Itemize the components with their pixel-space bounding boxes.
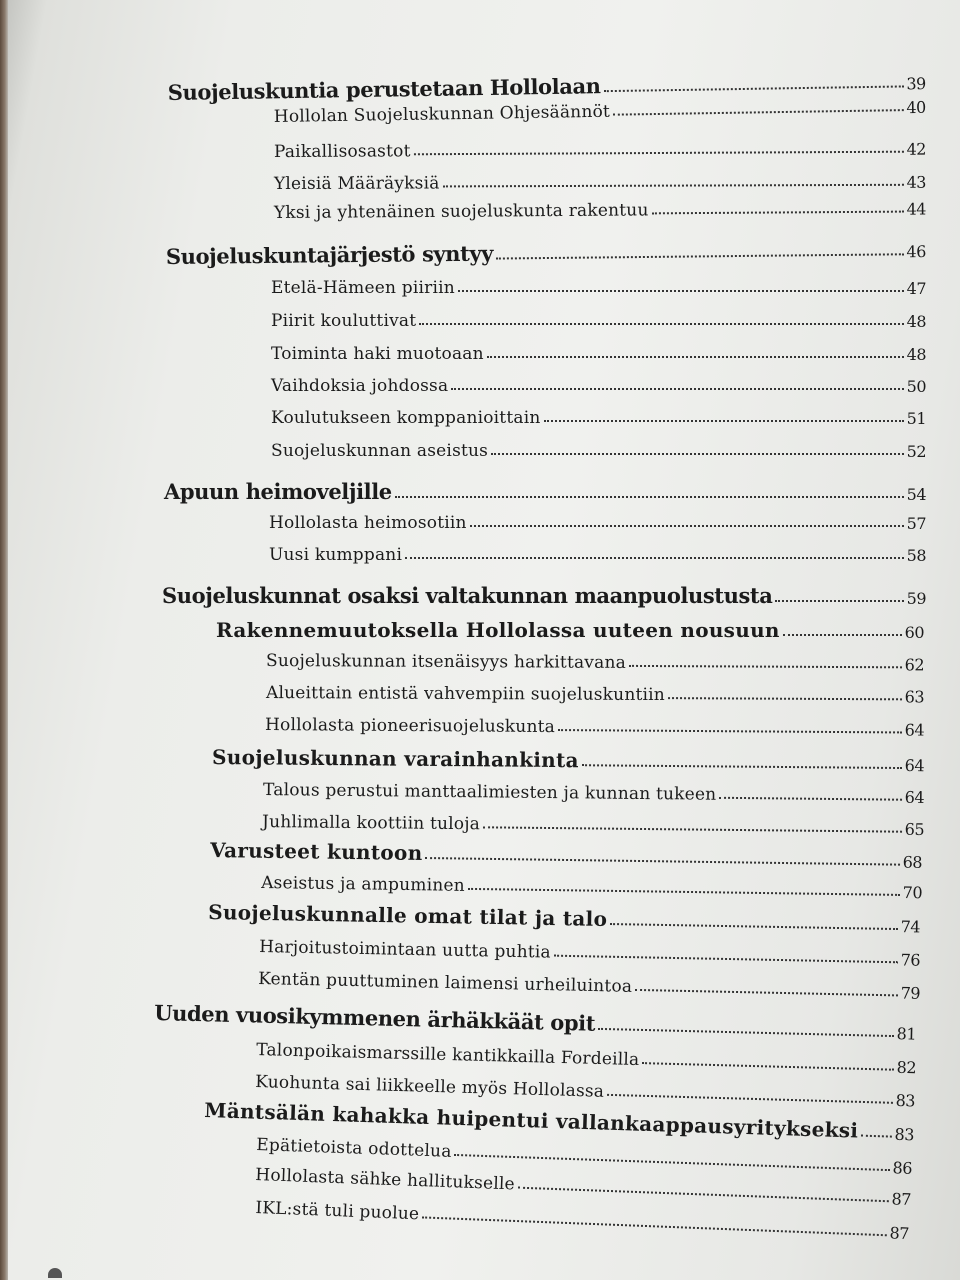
toc-leader — [518, 1187, 889, 1203]
toc-leader — [487, 356, 904, 358]
toc-title: Piirit kouluttivat — [271, 311, 417, 331]
toc-title: Varusteet kuntoon — [210, 838, 423, 865]
toc-page: 63 — [904, 687, 925, 707]
toc-entry — [212, 745, 924, 775]
toc-leader — [458, 290, 904, 292]
toc-title: Talous perustui manttaalimiesten ja kunnan tukeen — [263, 780, 717, 805]
toc-entry — [271, 376, 926, 396]
toc-leader — [719, 797, 901, 801]
toc-leader — [554, 955, 898, 964]
toc-page: 82 — [896, 1057, 917, 1078]
toc-page: 42 — [906, 139, 926, 159]
toc-leader — [642, 1062, 893, 1071]
toc-entry — [265, 715, 924, 740]
toc-title: Aseistus ja ampuminen — [261, 873, 466, 896]
toc-page: 48 — [906, 345, 926, 364]
toc-entry — [259, 937, 920, 970]
toc-page: 64 — [904, 787, 925, 807]
toc-page: 52 — [906, 442, 926, 461]
toc-page: 59 — [906, 589, 926, 608]
toc-leader — [422, 1216, 886, 1236]
toc-entry — [262, 812, 924, 839]
toc-leader — [425, 857, 899, 866]
toc-entry — [266, 683, 924, 706]
toc-title: Kuohunta sai liikkeelle myös Hollolassa — [255, 1072, 605, 1102]
toc-leader — [635, 989, 898, 996]
toc-page: 51 — [906, 409, 926, 428]
toc-leader — [607, 1094, 893, 1104]
toc-leader — [454, 1154, 889, 1171]
toc-title: Suojeluskunnat osaksi valtakunnan maanpuolustusta — [162, 583, 773, 608]
toc-title: Vaihdoksia johdossa — [271, 376, 449, 396]
toc-page: 64 — [904, 720, 925, 740]
toc-page: 40 — [906, 97, 926, 118]
toc-leader — [405, 557, 904, 559]
toc-entry — [154, 1000, 916, 1044]
toc-title: Apuun heimoveljille — [164, 479, 392, 504]
toc-leader — [775, 600, 903, 602]
toc-leader — [861, 1135, 891, 1138]
toc-page: 58 — [906, 546, 926, 565]
toc-leader — [598, 1028, 894, 1037]
toc-entry — [266, 651, 924, 674]
toc-leader — [395, 496, 904, 498]
toc-leader — [613, 109, 903, 116]
toc-page: 62 — [904, 655, 925, 675]
toc-leader — [544, 420, 904, 422]
toc-entry — [269, 513, 926, 533]
toc-title: Koulutukseen komppanioittain — [271, 408, 541, 428]
toc-page: 68 — [902, 852, 923, 872]
toc-title: Suojeluskunnan aseistus — [271, 441, 489, 461]
toc-entry — [271, 408, 926, 428]
toc-title: Hollolasta heimosotiin — [269, 513, 467, 533]
toc-leader — [629, 665, 902, 668]
toc-entry — [271, 278, 926, 298]
toc-leader — [652, 211, 904, 215]
toc-page: 50 — [906, 377, 926, 396]
toc-title: Epätietoista odottelua — [256, 1135, 452, 1162]
toc-page: 47 — [906, 279, 926, 298]
toc-page: 48 — [906, 312, 926, 331]
toc-entry — [258, 969, 920, 1003]
toc-page: 70 — [902, 882, 923, 903]
toc-title: Juhlimalla koottiin tuloja — [262, 812, 481, 835]
toc-page: 81 — [896, 1024, 917, 1044]
toc-title: Yleisiä Määräyksiä — [273, 173, 440, 194]
toc-title: Kentän puuttuminen laimensi urheiluintoa — [258, 969, 633, 997]
toc-title: Toiminta haki muotoaan — [271, 344, 484, 364]
toc-leader — [610, 923, 898, 930]
toc-leader — [414, 151, 904, 156]
toc-entry — [164, 479, 926, 504]
toc-page: 76 — [900, 950, 921, 970]
toc-title: Suojeluskunnan varainhankinta — [212, 745, 579, 773]
toc-entry — [210, 838, 922, 872]
toc-page: 39 — [906, 74, 926, 94]
toc-title: Hollolasta sähke hallitukselle — [255, 1165, 516, 1195]
toc-page: 60 — [904, 623, 924, 642]
toc-entry — [271, 344, 926, 364]
toc-page: 65 — [904, 819, 925, 839]
toc-leader — [451, 388, 903, 390]
toc-title: Suojeluskunnan itsenäisyys harkittavana — [266, 651, 627, 673]
toc-entry — [271, 311, 926, 331]
toc-title: Paikallisosastot — [273, 141, 411, 162]
toc-page: 57 — [906, 514, 926, 533]
toc-page: 54 — [906, 485, 926, 504]
toc-title: Hollolan Suojeluskunnan Ohjesäännöt — [273, 101, 611, 127]
toc-leader — [496, 253, 903, 259]
toc-page: 87 — [891, 1189, 912, 1210]
toc-entry — [208, 900, 920, 936]
toc-page: 44 — [906, 199, 926, 219]
toc-title: Hollolasta pioneerisuojeluskunta — [265, 715, 556, 738]
toc-title: Yksi ja yhtenäinen suojeluskunta rakentuu — [273, 200, 649, 223]
toc-leader — [604, 85, 904, 92]
toc-leader — [419, 323, 903, 325]
toc-entry — [162, 583, 926, 608]
toc-title: Mäntsälän kahakka huipentui vallankaappausyritykseksi — [204, 1098, 859, 1143]
toc-entry — [274, 198, 926, 223]
toc-title: Harjoitustoimintaan uutta puhtia — [259, 937, 552, 963]
toc-title: Suojeluskuntia perustetaan Hollolaan — [167, 73, 601, 105]
toc-page: 79 — [900, 983, 921, 1003]
toc-entry — [261, 873, 922, 902]
toc-leader — [491, 453, 904, 455]
toc-entry — [271, 441, 926, 461]
toc-leader — [468, 888, 900, 896]
toc-title: Talonpoikaismarssille kantikkailla Fordeilla — [256, 1040, 640, 1071]
toc-entry — [274, 139, 926, 162]
toc-title: Suojeluskunnalle omat tilat ja talo — [208, 900, 608, 931]
toc-title: Suojeluskuntajärjestö syntyy — [165, 240, 494, 269]
toc-title: Rakennemuutoksella Hollolassa uuteen nousuun — [216, 618, 780, 642]
toc-page: 87 — [889, 1223, 910, 1244]
toc-page: 64 — [904, 756, 925, 776]
toc-page: 74 — [900, 917, 921, 937]
toc-entry — [256, 1040, 916, 1077]
toc-leader — [470, 525, 904, 527]
toc-leader — [558, 729, 902, 733]
toc-page: 83 — [895, 1090, 916, 1111]
toc-page: 86 — [892, 1158, 913, 1178]
toc-title: Uuden vuosikymmenen ärhäkkäät opit — [154, 1000, 596, 1036]
toc-entry — [216, 618, 924, 642]
toc-entry — [274, 172, 926, 194]
toc-title: IKL:stä tuli puolue — [255, 1198, 420, 1225]
toc-leader — [582, 764, 902, 769]
toc-title: Uusi kumppani — [269, 545, 403, 565]
toc-page: 46 — [906, 242, 926, 262]
toc-entry — [269, 545, 926, 565]
toc-entry — [263, 780, 924, 807]
toc-entry — [166, 236, 926, 269]
toc-title: Alueittain entistä vahvempiin suojeluskuntiin — [266, 683, 666, 706]
page-edge-mark — [48, 1268, 62, 1278]
toc-leader — [483, 826, 902, 832]
toc-leader — [783, 634, 902, 636]
toc-page: 83 — [894, 1124, 915, 1145]
toc-leader — [668, 697, 902, 700]
toc-title: Etelä-Hämeen piiriin — [271, 278, 455, 298]
toc-page: 43 — [906, 172, 926, 192]
toc-leader — [443, 184, 904, 188]
